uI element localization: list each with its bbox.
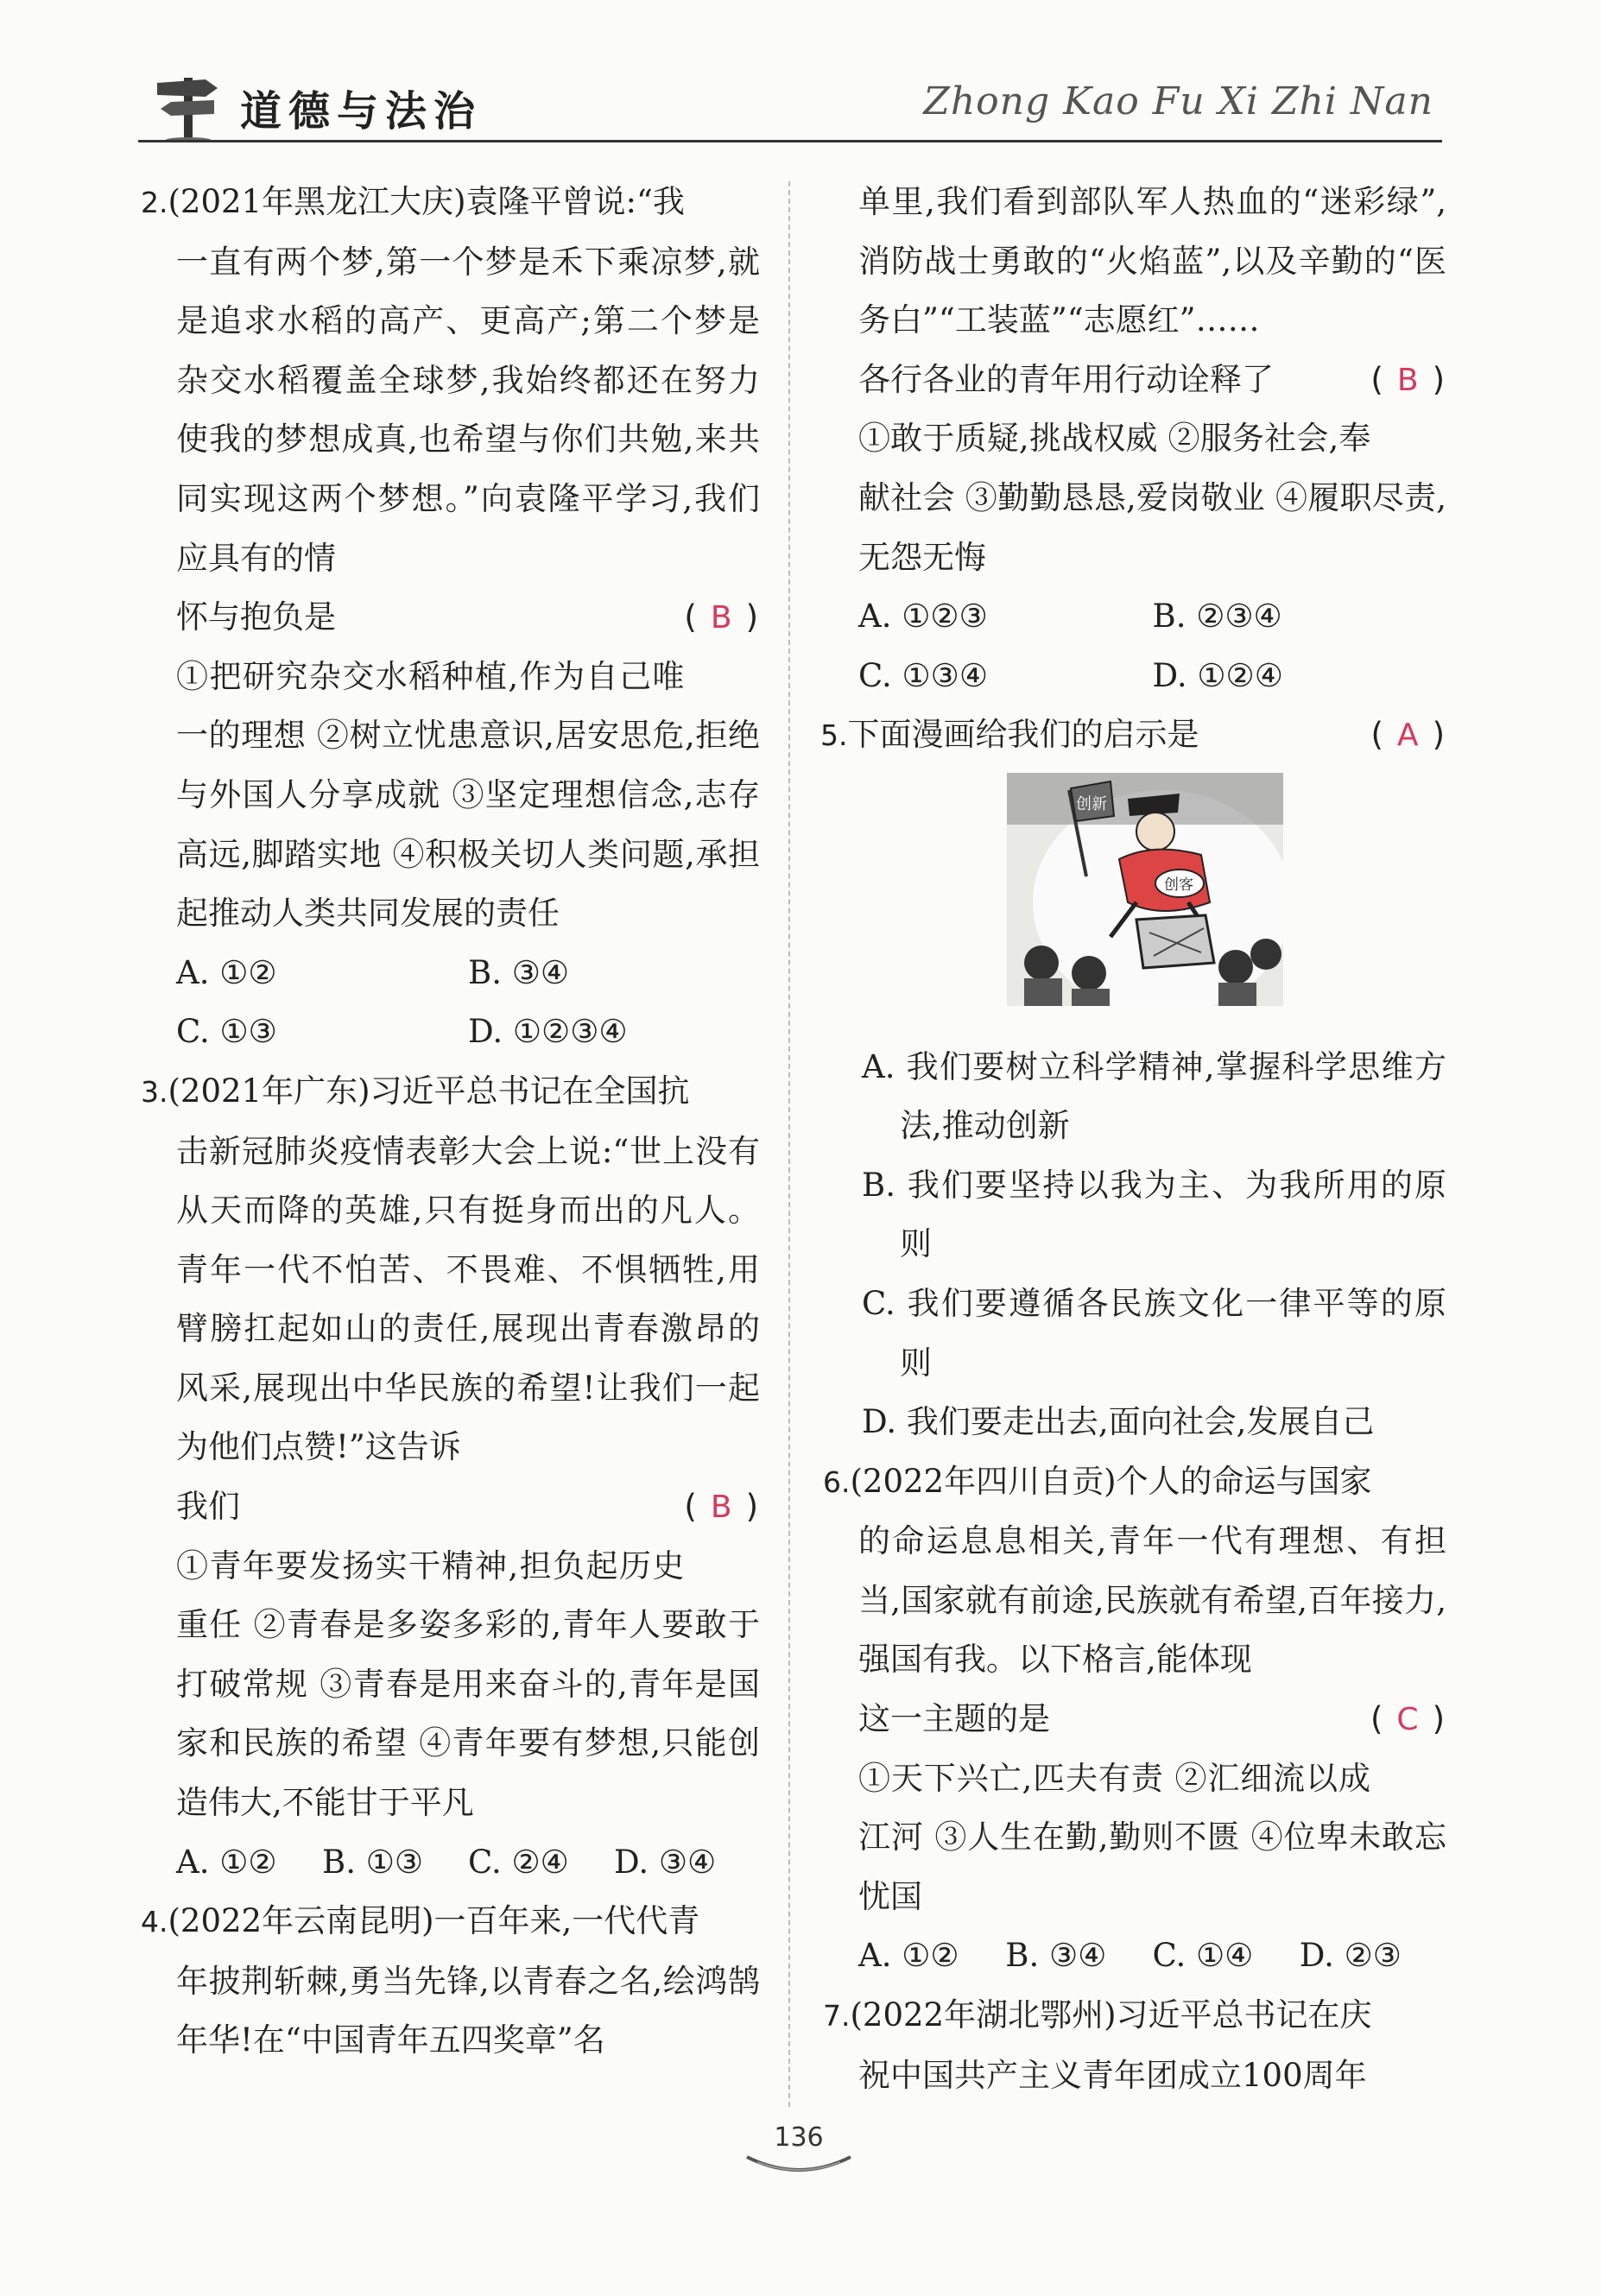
question-2	[138, 173, 760, 1062]
answer-mark: C	[1396, 1702, 1421, 1738]
choices	[820, 587, 1446, 705]
choices	[820, 1926, 1446, 1986]
answer-bracket: ( B )	[1370, 360, 1446, 398]
statements: ①青年要发扬实干精神,担负起历史重任 ②青春是多姿多彩的,青年人要敢于打破常规 ③青春是用来奋斗的,青年是国家和民族的希望 ④青年要有梦想,只能创造伟大,不能甘于平凡	[176, 1546, 760, 1822]
choice-b: B. ②③④	[1152, 598, 1282, 636]
question-stem: 击新冠肺炎疫情表彰大会上说:“世上没有从天而降的英雄,只有挺身而出的凡人。青年一代不怕苦、不畏难、不惧牺牲,用臂膀扛起如山的责任,展现出青春激昂的风采,展现出中华民族的希望!让我们一起为他们点赞!”这告诉	[176, 1132, 760, 1466]
question-7	[820, 1986, 1446, 2105]
question-stem-first: (2022年四川自贡)个人的命运与国家	[850, 1462, 1372, 1500]
question-stem-first: (2021年广东)习近平总书记在全国抗	[168, 1072, 690, 1110]
left-column	[138, 173, 760, 2071]
question-4-start	[138, 1892, 760, 2071]
choice-d: D. ①②④	[1152, 656, 1283, 694]
answer-mark: B	[710, 1490, 734, 1526]
choice-b: B. ③④	[468, 953, 570, 991]
question-stem-first: (2022年云南昆明)一百年来,一代代青	[168, 1902, 700, 1940]
question-number: 6.	[823, 1464, 851, 1499]
page-number: 136	[774, 2122, 824, 2153]
question-number: 5.	[820, 718, 848, 753]
column-divider	[788, 181, 790, 2107]
choice-c: C. ①③④	[858, 656, 989, 694]
page-header	[138, 60, 1442, 147]
choices	[138, 944, 760, 1062]
choice-a: A. ①②	[176, 1843, 277, 1881]
question-stem: 祝中国共产主义青年团成立100周年	[858, 2056, 1367, 2094]
question-4-cont	[820, 173, 1446, 705]
statements: ①把研究杂交水稻种植,作为自己唯一的理想 ②树立忧患意识,居安思危,拒绝与外国人分享成就 ③坚定理想信念,志存高远,脚踏实地 ④积极关切人类问题,承担起推动人类共同发展的责任	[176, 657, 760, 933]
answer-bracket: ( C )	[1370, 1700, 1446, 1738]
question-stem-last: 各行各业的青年用行动诠释了	[858, 360, 1274, 398]
question-number: 4.	[141, 1905, 168, 1939]
choice-a: A. ①②③	[858, 598, 988, 636]
question-stem: 的命运息息相关,青年一代有理想、有担当,国家就有前途,民族就有希望,百年接力,强国有我。以下格言,能体现	[858, 1522, 1446, 1679]
question-stem-last: 下面漫画给我们的启示是	[847, 716, 1199, 754]
statements: ①敢于质疑,挑战权威 ②服务社会,奉献社会 ③勤勤恳恳,爱岗敬业 ④履职尽责,无怨无悔	[858, 420, 1446, 576]
right-column	[820, 173, 1446, 2105]
choice-d: D. ①②③④	[468, 1013, 628, 1051]
answer-mark: B	[710, 600, 734, 636]
question-stem-last: 这一主题的是	[858, 1700, 1050, 1738]
subject-title: 道德与法治	[240, 87, 483, 136]
option-c: C. 我们要遵循各民族文化一律平等的原则	[862, 1284, 1446, 1382]
answer-bracket: ( A )	[1370, 716, 1446, 754]
comic-figure-text: 创客	[1164, 876, 1193, 894]
choice-a: A. ①②	[858, 1937, 959, 1975]
choice-d: D. ②③	[1299, 1937, 1402, 1975]
choice-a: A. ①②	[176, 953, 277, 991]
choice-c: C. ①③	[176, 1013, 277, 1051]
question-stem: 一直有两个梦,第一个梦是禾下乘凉梦,就是追求水稻的高产、更高产;第二个梦是杂交水稻覆盖全球梦,我始终都还在努力使我的梦想成真,也希望与你们共勉,来共同实现这两个梦想。”向袁隆平学习,我们应具有的情	[176, 243, 760, 577]
answer-mark: B	[1396, 362, 1421, 398]
choice-d: D. ③④	[614, 1843, 717, 1881]
question-stem: 年披荆斩棘,勇当先锋,以青春之名,绘鸿鹄年华!在“中国青年五四奖章”名	[176, 1962, 760, 2059]
question-6	[820, 1452, 1446, 1986]
question-3	[138, 1062, 760, 1892]
question-stem-last: 我们	[176, 1488, 240, 1526]
question-5	[820, 705, 1446, 1452]
question-stem-first: (2022年湖北鄂州)习近平总书记在庆	[850, 1996, 1372, 2034]
question-stem-last: 怀与抱负是	[176, 598, 336, 636]
choices	[138, 1833, 760, 1893]
choice-c: C. ②④	[468, 1843, 569, 1881]
question-number: 2.	[141, 186, 168, 219]
question-stem-first: (2021年黑龙江大庆)袁隆平曾说:“我	[168, 183, 685, 220]
choice-b: B. ①③	[322, 1843, 424, 1881]
choice-c: C. ①④	[1152, 1937, 1254, 1975]
question-number: 7.	[823, 1999, 851, 2034]
comic-flag-text: 创新	[1076, 794, 1107, 813]
answer-bracket: ( B )	[684, 1488, 760, 1526]
question-number: 3.	[141, 1074, 168, 1109]
header-rule	[138, 140, 1442, 142]
choice-b: B. ③④	[1005, 1937, 1107, 1975]
question-stem-continued: 单里,我们看到部队军人热血的“迷彩绿”,消防战士勇敢的“火焰蓝”,以及辛勤的“医务白”“工装蓝”“志愿红”……	[858, 183, 1446, 339]
option-a: A. 我们要树立科学精神,掌握科学思维方法,推动创新	[862, 1047, 1446, 1145]
series-title: Zhong Kao Fu Xi Zhi Nan	[923, 79, 1433, 123]
answer-bracket: ( B )	[684, 598, 760, 636]
option-b: B. 我们要坚持以我为主、为我所用的原则	[862, 1166, 1446, 1263]
statements: ①天下兴亡,匹夫有责 ②汇细流以成江河 ③人生在勤,勤则不匮 ④位卑未敢忘忧国	[858, 1759, 1446, 1915]
answer-mark: A	[1396, 718, 1421, 754]
page-number-ornament	[738, 2148, 859, 2183]
cartoon-innovator-illustration	[1007, 773, 1283, 1006]
option-d: D. 我们要走出去,面向社会,发展自己	[862, 1403, 1375, 1441]
signpost-icon	[154, 67, 223, 142]
